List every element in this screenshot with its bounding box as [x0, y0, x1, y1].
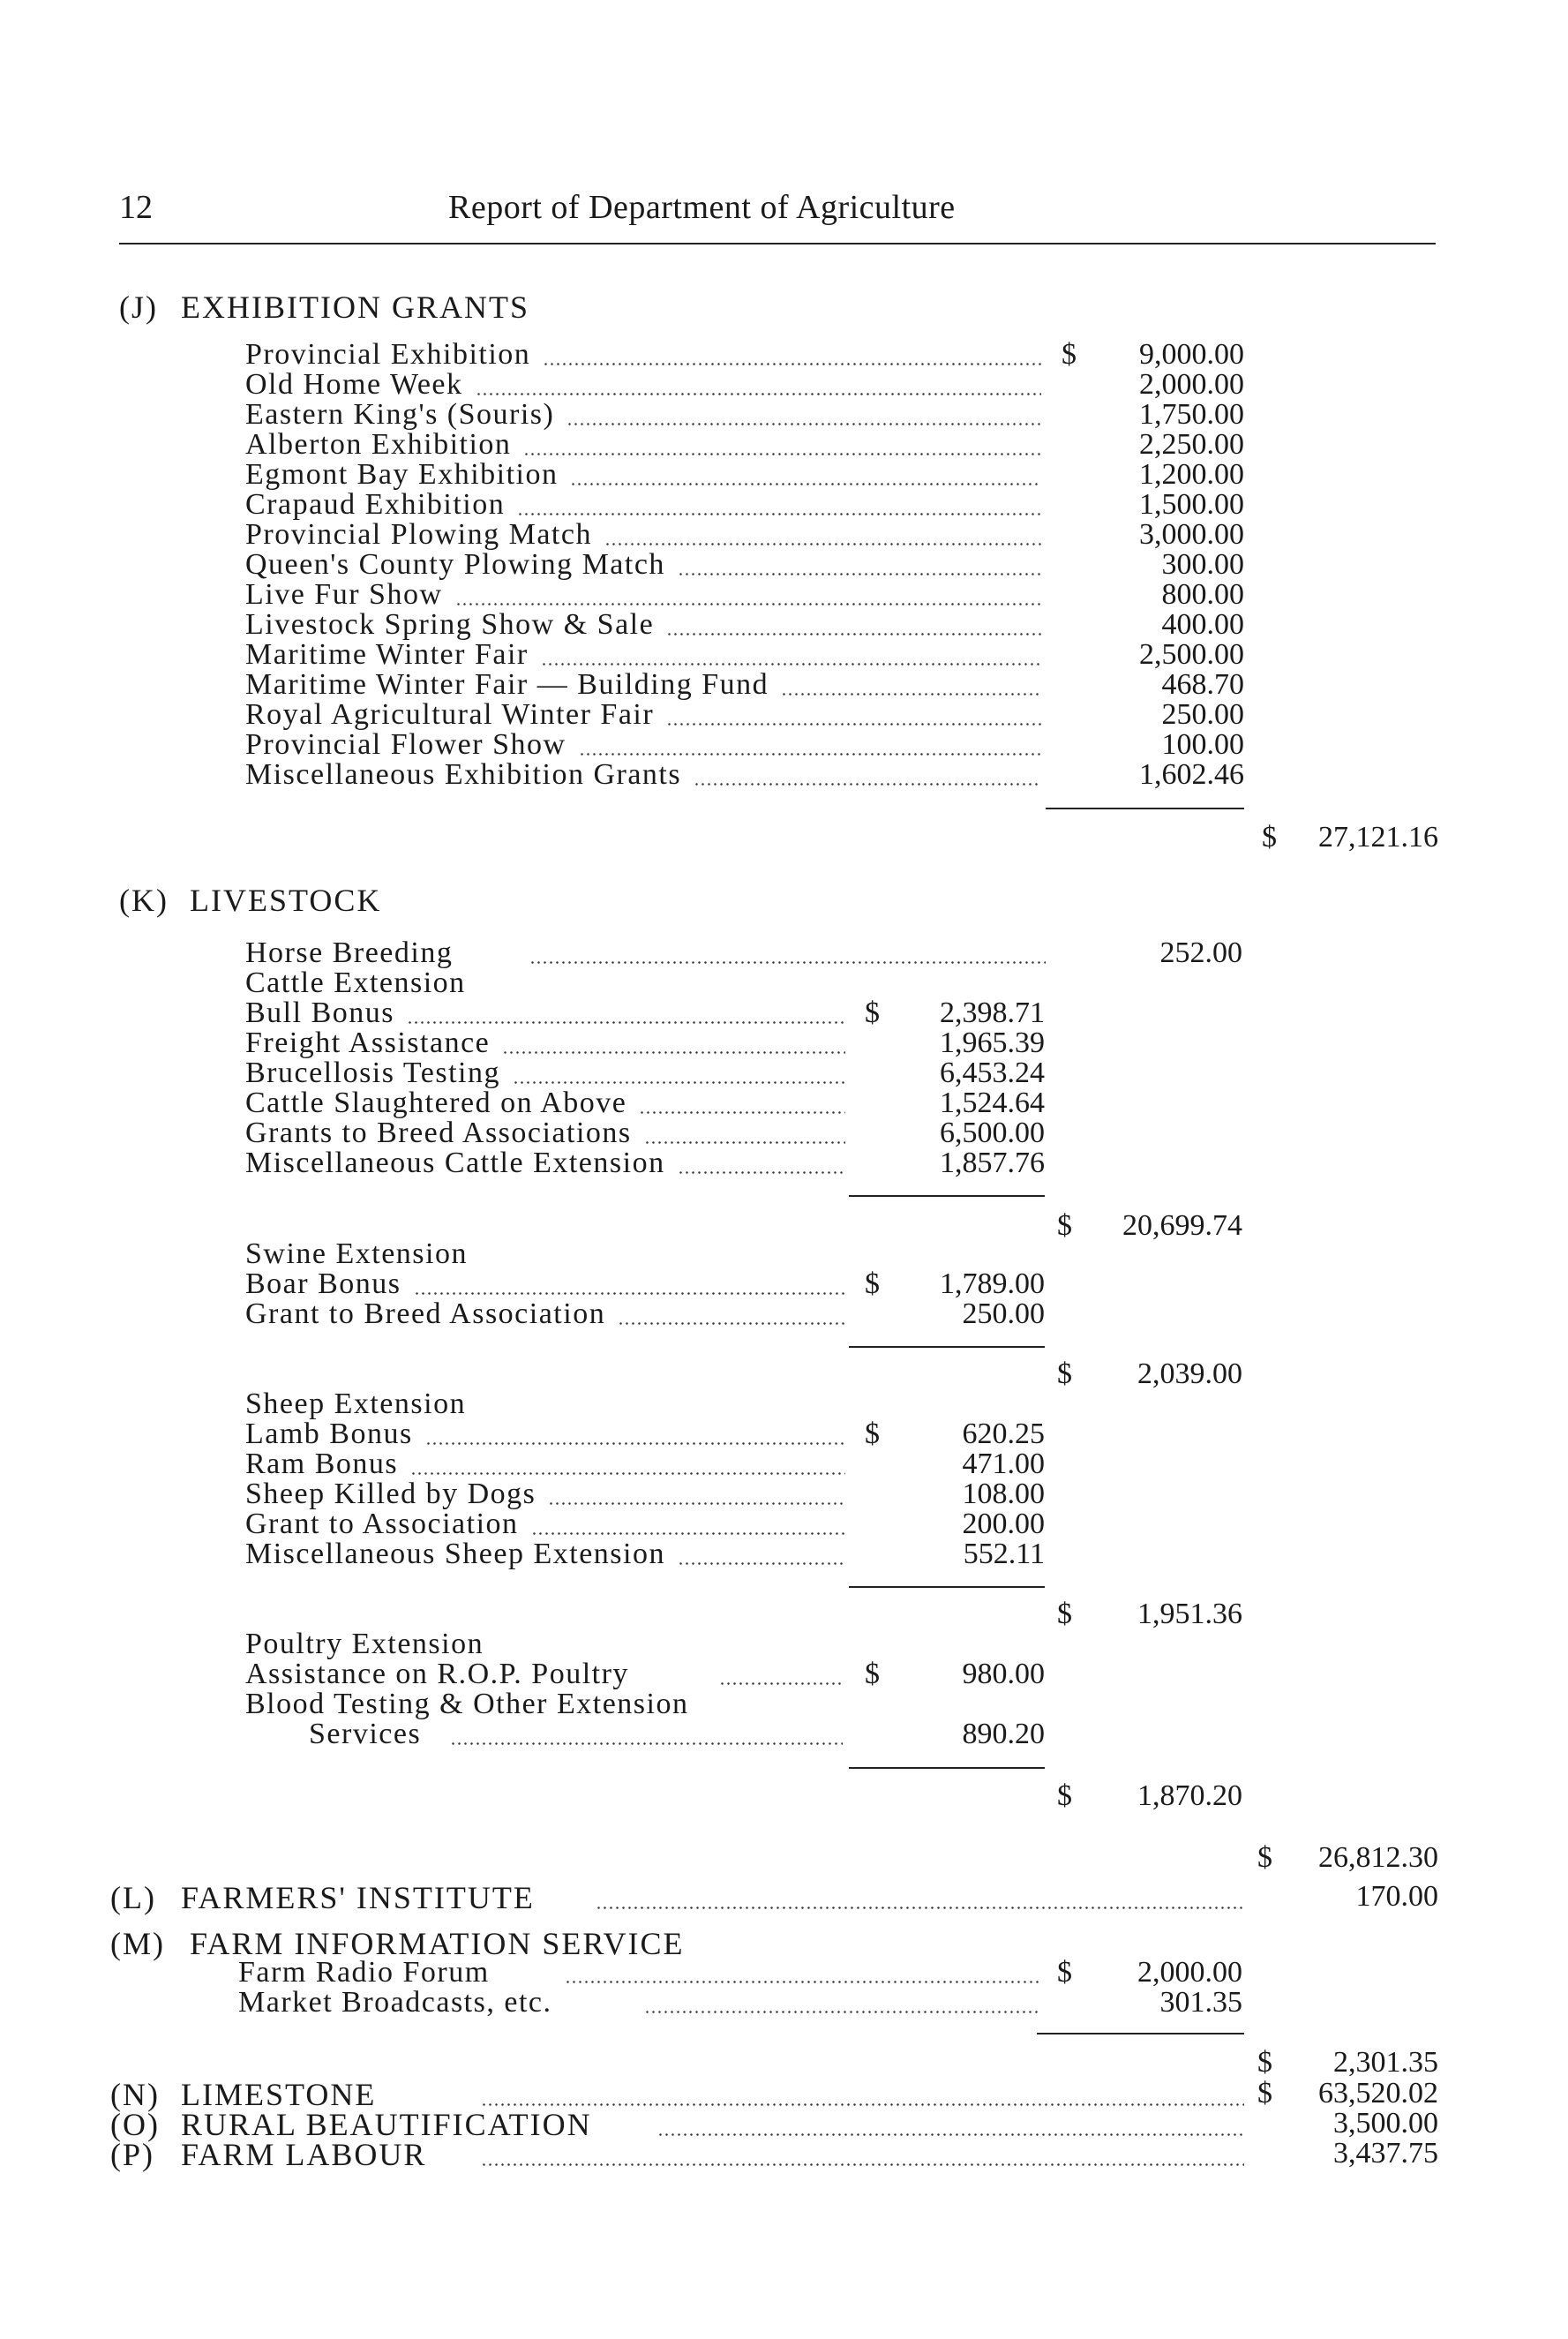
swine-subtotal: 2,039.00 [1137, 1358, 1242, 1390]
farm-radio-forum-leader [565, 1981, 1041, 1983]
sheep-item-leader [548, 1502, 845, 1505]
exhibition-grant-item-amount: 100.00 [1161, 728, 1244, 761]
farm-radio-forum-label: Farm Radio Forum [238, 1956, 490, 1989]
cattle-item-leader [502, 1051, 845, 1054]
horse-breeding-leader [529, 961, 1046, 964]
sheep-sum-rule [849, 1586, 1045, 1588]
section-p-leader [481, 2163, 1244, 2166]
cattle-item-label: Brucellosis Testing [245, 1057, 500, 1089]
section-k-total: 26,812.30 [1318, 1841, 1438, 1874]
exhibition-grant-item-label: Queen's County Plowing Match [245, 548, 665, 581]
cattle-subtotal: 20,699.74 [1122, 1209, 1242, 1242]
section-o-title: RURAL BEAUTIFICATION [181, 2107, 592, 2142]
cattle-subtotal-dollar: $ [1057, 1209, 1072, 1242]
sheep-item-label: Grant to Association [245, 1508, 519, 1540]
swine-item-amount: 250.00 [962, 1297, 1045, 1330]
poultry-item2-leader [450, 1742, 843, 1745]
exhibition-grant-item-amount: 468.70 [1161, 668, 1244, 701]
section-n-letter: (N) [110, 2077, 160, 2112]
cattle-item-label: Grants to Breed Associations [245, 1117, 632, 1149]
exhibition-grant-item-amount: 300.00 [1161, 548, 1244, 581]
section-o-amount: 3,500.00 [1333, 2107, 1438, 2140]
section-j-sum-rule [1046, 808, 1244, 809]
sheep-heading: Sheep Extension [245, 1388, 467, 1420]
exhibition-grant-item-label: Live Fur Show [245, 578, 443, 611]
exhibition-grant-item-leader [570, 483, 1041, 485]
cattle-item-leader [513, 1081, 845, 1084]
exhibition-grant-item-label: Provincial Flower Show [245, 728, 566, 761]
section-k-letter: (K) [119, 883, 169, 918]
section-m-letter: (M) [110, 1926, 165, 1961]
page-title: Report of Department of Agriculture [448, 189, 956, 226]
horse-breeding-label: Horse Breeding [245, 936, 454, 969]
section-k-total-dollar: $ [1257, 1841, 1272, 1874]
section-n-amount: 63,520.02 [1318, 2077, 1438, 2110]
swine-item-leader [414, 1292, 845, 1295]
section-l-amount: 170.00 [1355, 1880, 1438, 1913]
section-p-title: FARM LABOUR [181, 2137, 427, 2172]
swine-item-label: Boar Bonus [245, 1267, 401, 1300]
poultry-item1-leader [719, 1682, 843, 1685]
cattle-item-leader [678, 1171, 845, 1174]
swine-heading: Swine Extension [245, 1237, 468, 1270]
cattle-item-label: Cattle Slaughtered on Above [245, 1087, 627, 1119]
cattle-item-label: Freight Assistance [245, 1027, 491, 1059]
cattle-item-leader [639, 1111, 845, 1114]
sheep-item-amount: 552.11 [963, 1538, 1045, 1570]
exhibition-grant-item-label: Provincial Exhibition [245, 338, 531, 371]
poultry-dollar-sign: $ [865, 1658, 880, 1690]
section-j-letter: (J) [119, 290, 158, 325]
exhibition-grant-item-leader [666, 723, 1041, 726]
sheep-item-label: Lamb Bonus [245, 1418, 413, 1450]
exhibition-grant-item-label: Provincial Plowing Match [245, 518, 592, 551]
section-m-dollar-sign: $ [1057, 1956, 1072, 1989]
sheep-subtotal-dollar: $ [1057, 1598, 1072, 1630]
section-j-total-dollar: $ [1262, 821, 1277, 854]
section-m-title: FARM INFORMATION SERVICE [190, 1926, 685, 1961]
market-broadcasts-label: Market Broadcasts, etc. [238, 1986, 552, 2019]
cattle-item-leader [644, 1141, 845, 1144]
sheep-item-amount: 200.00 [962, 1508, 1045, 1540]
cattle-item-leader [407, 1021, 845, 1024]
exhibition-grant-item-leader [781, 693, 1041, 696]
cattle-item-label: Miscellaneous Cattle Extension [245, 1147, 665, 1179]
poultry-item1-label: Assistance on R.O.P. Poultry [245, 1658, 629, 1690]
swine-item-amount: 1,789.00 [940, 1267, 1045, 1300]
poultry-subtotal-dollar: $ [1057, 1779, 1072, 1812]
section-l-letter: (L) [110, 1880, 156, 1915]
exhibition-grant-item-label: Crapaud Exhibition [245, 488, 506, 521]
section-n-title: LIMESTONE [181, 2077, 377, 2112]
farm-radio-forum-amount: 2,000.00 [1137, 1956, 1242, 1989]
poultry-sum-rule [849, 1767, 1045, 1769]
section-p-amount: 3,437.75 [1333, 2137, 1438, 2170]
exhibition-grant-item-amount: 250.00 [1161, 698, 1244, 731]
exhibition-grant-item-amount: 1,750.00 [1139, 398, 1244, 431]
section-o-leader [657, 2133, 1244, 2136]
exhibition-grant-item-amount: 2,000.00 [1139, 368, 1244, 401]
section-m-total: 2,301.35 [1333, 2046, 1438, 2079]
exhibition-grant-item-label: Maritime Winter Fair [245, 638, 529, 671]
poultry-item2-label-line2: Services [309, 1718, 422, 1750]
section-n-leader [481, 2103, 1244, 2106]
poultry-heading: Poultry Extension [245, 1628, 484, 1660]
market-broadcasts-amount: 301.35 [1159, 1986, 1242, 2019]
section-n-dollar: $ [1257, 2077, 1272, 2110]
section-k-title: LIVESTOCK [190, 883, 382, 918]
section-p-letter: (P) [110, 2137, 154, 2172]
exhibition-grant-item-leader [476, 393, 1041, 395]
poultry-item2-amount: 890.20 [962, 1718, 1045, 1750]
sheep-item-leader [425, 1442, 845, 1445]
swine-dollar-sign: $ [865, 1267, 880, 1300]
exhibition-grant-item-amount: 1,500.00 [1139, 488, 1244, 521]
sheep-item-amount: 471.00 [962, 1448, 1045, 1480]
exhibition-grant-item-label: Egmont Bay Exhibition [245, 458, 559, 491]
sheep-item-amount: 620.25 [962, 1418, 1045, 1450]
cattle-item-label: Bull Bonus [245, 997, 394, 1029]
market-broadcasts-leader [644, 2011, 1041, 2013]
exhibition-grant-item-amount: 400.00 [1161, 608, 1244, 641]
exhibition-grant-item-label: Royal Agricultural Winter Fair [245, 698, 655, 731]
exhibition-grant-item-leader [541, 663, 1041, 666]
exhibition-grant-item-leader [543, 363, 1041, 365]
exhibition-grant-item-amount: 1,602.46 [1139, 758, 1244, 791]
exhibition-grant-item-amount: 1,200.00 [1139, 458, 1244, 491]
exhibition-grant-item-leader [455, 603, 1041, 605]
poultry-item2-label-line1: Blood Testing & Other Extension [245, 1688, 689, 1720]
exhibition-grant-item-leader [678, 573, 1041, 575]
horse-breeding-amount: 252.00 [1159, 936, 1242, 969]
cattle-dollar-sign: $ [865, 997, 880, 1029]
cattle-item-amount: 6,500.00 [940, 1117, 1045, 1149]
header-rule [119, 243, 1436, 244]
exhibition-grant-item-amount: 3,000.00 [1139, 518, 1244, 551]
section-l-leader [596, 1907, 1244, 1909]
swine-item-leader [618, 1322, 845, 1325]
page-number: 12 [119, 189, 153, 226]
exhibition-grant-item-amount: 2,500.00 [1139, 638, 1244, 671]
section-o-letter: (O) [110, 2107, 160, 2142]
exhibition-grant-item-label: Old Home Week [245, 368, 463, 401]
exhibition-grant-item-leader [604, 543, 1041, 545]
exhibition-grant-item-label: Maritime Winter Fair — Building Fund [245, 668, 769, 701]
exhibition-grant-item-leader [694, 783, 1041, 786]
cattle-item-amount: 2,398.71 [940, 997, 1045, 1029]
exhibition-grant-item-amount: 2,250.00 [1139, 428, 1244, 461]
section-j-total: 27,121.16 [1318, 821, 1438, 854]
sheep-item-leader [678, 1562, 845, 1565]
sheep-item-amount: 108.00 [962, 1478, 1045, 1510]
swine-subtotal-dollar: $ [1057, 1358, 1072, 1390]
section-m-sum-rule [1037, 2033, 1244, 2034]
swine-item-label: Grant to Breed Association [245, 1297, 606, 1330]
cattle-item-amount: 1,965.39 [940, 1027, 1045, 1059]
cattle-item-amount: 1,857.76 [940, 1147, 1045, 1179]
exhibition-grant-item-label: Alberton Exhibition [245, 428, 512, 461]
sheep-item-label: Ram Bonus [245, 1448, 399, 1480]
exhibition-grant-item-leader [523, 453, 1041, 455]
section-l-title: FARMERS' INSTITUTE [181, 1880, 535, 1915]
exhibition-grant-item-leader [517, 513, 1041, 515]
sheep-item-leader [531, 1532, 845, 1535]
exhibition-grant-item-leader [666, 633, 1041, 636]
cattle-item-amount: 6,453.24 [940, 1057, 1045, 1089]
exhibition-grant-item-leader [566, 423, 1041, 425]
cattle-item-amount: 1,524.64 [940, 1087, 1045, 1119]
poultry-subtotal: 1,870.20 [1137, 1779, 1242, 1812]
sheep-item-label: Sheep Killed by Dogs [245, 1478, 536, 1510]
swine-sum-rule [849, 1346, 1045, 1348]
sheep-subtotal: 1,951.36 [1137, 1598, 1242, 1630]
section-j-dollar-sign: $ [1062, 338, 1077, 371]
cattle-sum-rule [849, 1195, 1045, 1197]
cattle-heading: Cattle Extension [245, 966, 466, 999]
poultry-item1-amount: 980.00 [962, 1658, 1045, 1690]
exhibition-grant-item-label: Livestock Spring Show & Sale [245, 608, 655, 641]
sheep-item-leader [410, 1472, 845, 1475]
section-m-total-dollar: $ [1257, 2046, 1272, 2079]
sheep-item-label: Miscellaneous Sheep Extension [245, 1538, 665, 1570]
exhibition-grant-item-amount: 800.00 [1161, 578, 1244, 611]
sheep-dollar-sign: $ [865, 1418, 880, 1450]
exhibition-grant-item-label: Miscellaneous Exhibition Grants [245, 758, 682, 791]
exhibition-grant-item-leader [579, 753, 1041, 756]
exhibition-grant-item-label: Eastern King's (Souris) [245, 398, 555, 431]
exhibition-grant-item-amount: 9,000.00 [1139, 338, 1244, 371]
section-j-title: EXHIBITION GRANTS [181, 290, 529, 325]
